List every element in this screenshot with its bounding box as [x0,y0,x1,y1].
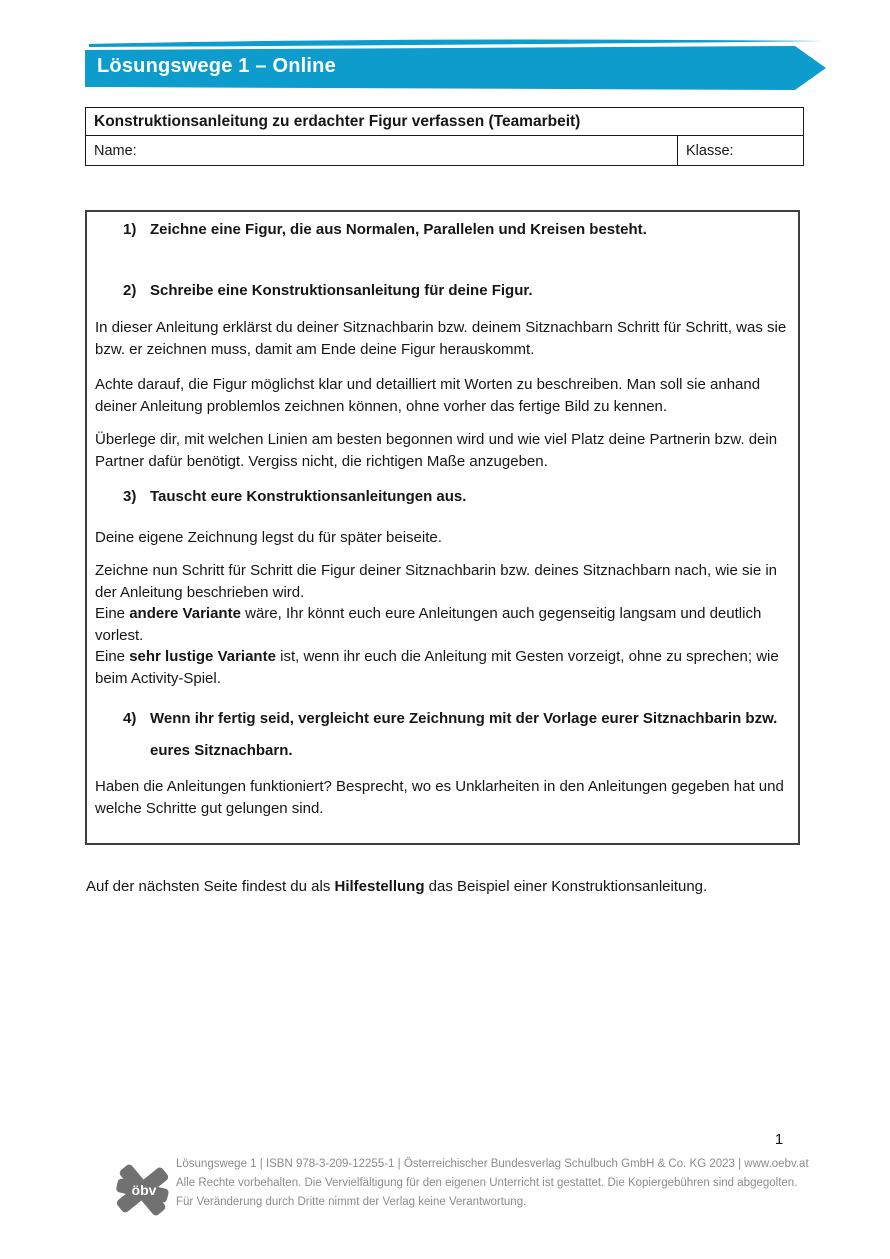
footer-imprint [176,1155,809,1212]
klasse-label: Klasse: [686,142,734,159]
hint-bold: Hilfestellung [334,878,425,895]
step-text: Wenn ihr fertig seid, vergleicht eure Zeichnung mit der Vorlage eurer Sitznachbarin bzw. eures Sitznachbarn. [150,710,778,759]
paragraph-anleitung-erklaeren: In dieser Anleitung erklärst du deiner Sitznachbarin bzw. deinem Sitznachbarn Schritt für Schritt, was sie bzw. er zeichnen muss, damit am Ende deine Figur herauskommt. [95,319,787,358]
paragraph-nachzeichnen-varianten [95,560,790,689]
step-number: 3) [123,488,137,505]
line-variante-1 [95,603,790,646]
footer-line-3: Für Veränderung durch Dritte nimmt der Verlag keine Verantwortung. [176,1196,527,1208]
step-number: 1) [123,221,137,238]
page-number: 1 [774,1131,784,1148]
step-number: 2) [123,281,137,299]
klasse-cell [677,136,803,165]
variant2-post: ist, wenn ihr euch die Anleitung mit Gesten vorzeigt, ohne zu sprechen; wie beim Activity-Spiel. [95,648,779,687]
paragraph-besprechen: Haben die Anleitungen funktioniert? Besprecht, wo es Unklarheiten in den Anleitungen gegeben hat und welche Schritte gut gelungen sind. [95,778,784,817]
footer-line-2: Alle Rechte vorbehalten. Die Vervielfältigung für den eigenen Unterricht ist gestattet. Die Kopiergebühren sind abgegolten. [176,1177,798,1189]
line-variante-2 [95,646,790,689]
variant1-pre: Eine [95,605,130,622]
step-text: Schreibe eine Konstruktionsanleitung für deine Figur. [150,281,533,299]
oebv-logo [115,1156,173,1224]
line-nachzeichnen: Zeichne nun Schritt für Schritt die Figur deiner Sitznachbarin bzw. deines Sitznachbarn nach, wie sie in der Anleitung beschrieben wird. [95,562,778,601]
footer-line-1: Lösungswege 1 | ISBN 978-3-209-12255-1 | Österreichischer Bundesverlag Schulbuch GmbH & Co. KG 2023 | www.oebv.at [176,1158,809,1170]
worksheet-header-table [85,107,804,166]
paragraph-ueberlege-dir: Überlege dir, mit welchen Linien am besten begonnen wird und wie viel Platz deine Partnerin bzw. dein Partner dafür benötigt. Vergiss nicht, die richtigen Maße anzugeben. [95,431,778,470]
oebv-logo-text: öbv [131,1182,157,1198]
task-step-3 [95,486,790,508]
worksheet-title: Konstruktionsanleitung zu erdachter Figur verfassen (Teamarbeit) [94,112,581,130]
task-step-1 [95,219,790,241]
banner-top-stripe [89,40,825,47]
hint-line [86,876,806,898]
paragraph-klar-beschreiben: Achte darauf, die Figur möglichst klar und detailliert mit Worten zu beschreiben. Man soll sie anhand deiner Anleitung problemlos zeichnen können, ohne vorher das fertige Bild zu kennen. [95,376,761,415]
name-label: Name: [94,142,137,159]
name-klasse-row [86,135,803,165]
hint-post: das Beispiel einer Konstruktionsanleitung. [424,878,708,895]
variant2-bold: sehr lustige Variante [129,648,276,665]
banner-title: Lösungswege 1 – Online [97,55,336,77]
hint-pre: Auf der nächsten Seite findest du als [86,878,335,895]
task-box [85,210,800,845]
variant2-pre: Eine [95,648,130,665]
task-step-4 [95,703,790,767]
step-text: Zeichne eine Figur, die aus Normalen, Parallelen und Kreisen besteht. [150,221,647,238]
step-number: 4) [123,710,137,727]
task-step-2 [95,280,790,302]
name-cell [86,136,677,165]
paragraph-zeichnung-beiseite: Deine eigene Zeichnung legst du für später beiseite. [95,528,442,546]
step-text: Tauscht eure Konstruktionsanleitungen aus. [150,488,467,505]
variant1-bold: andere Variante [129,605,241,622]
variant1-post: wäre, Ihr könnt euch eure Anleitungen auch gegenseitig langsam und deutlich vorlest. [95,605,762,644]
